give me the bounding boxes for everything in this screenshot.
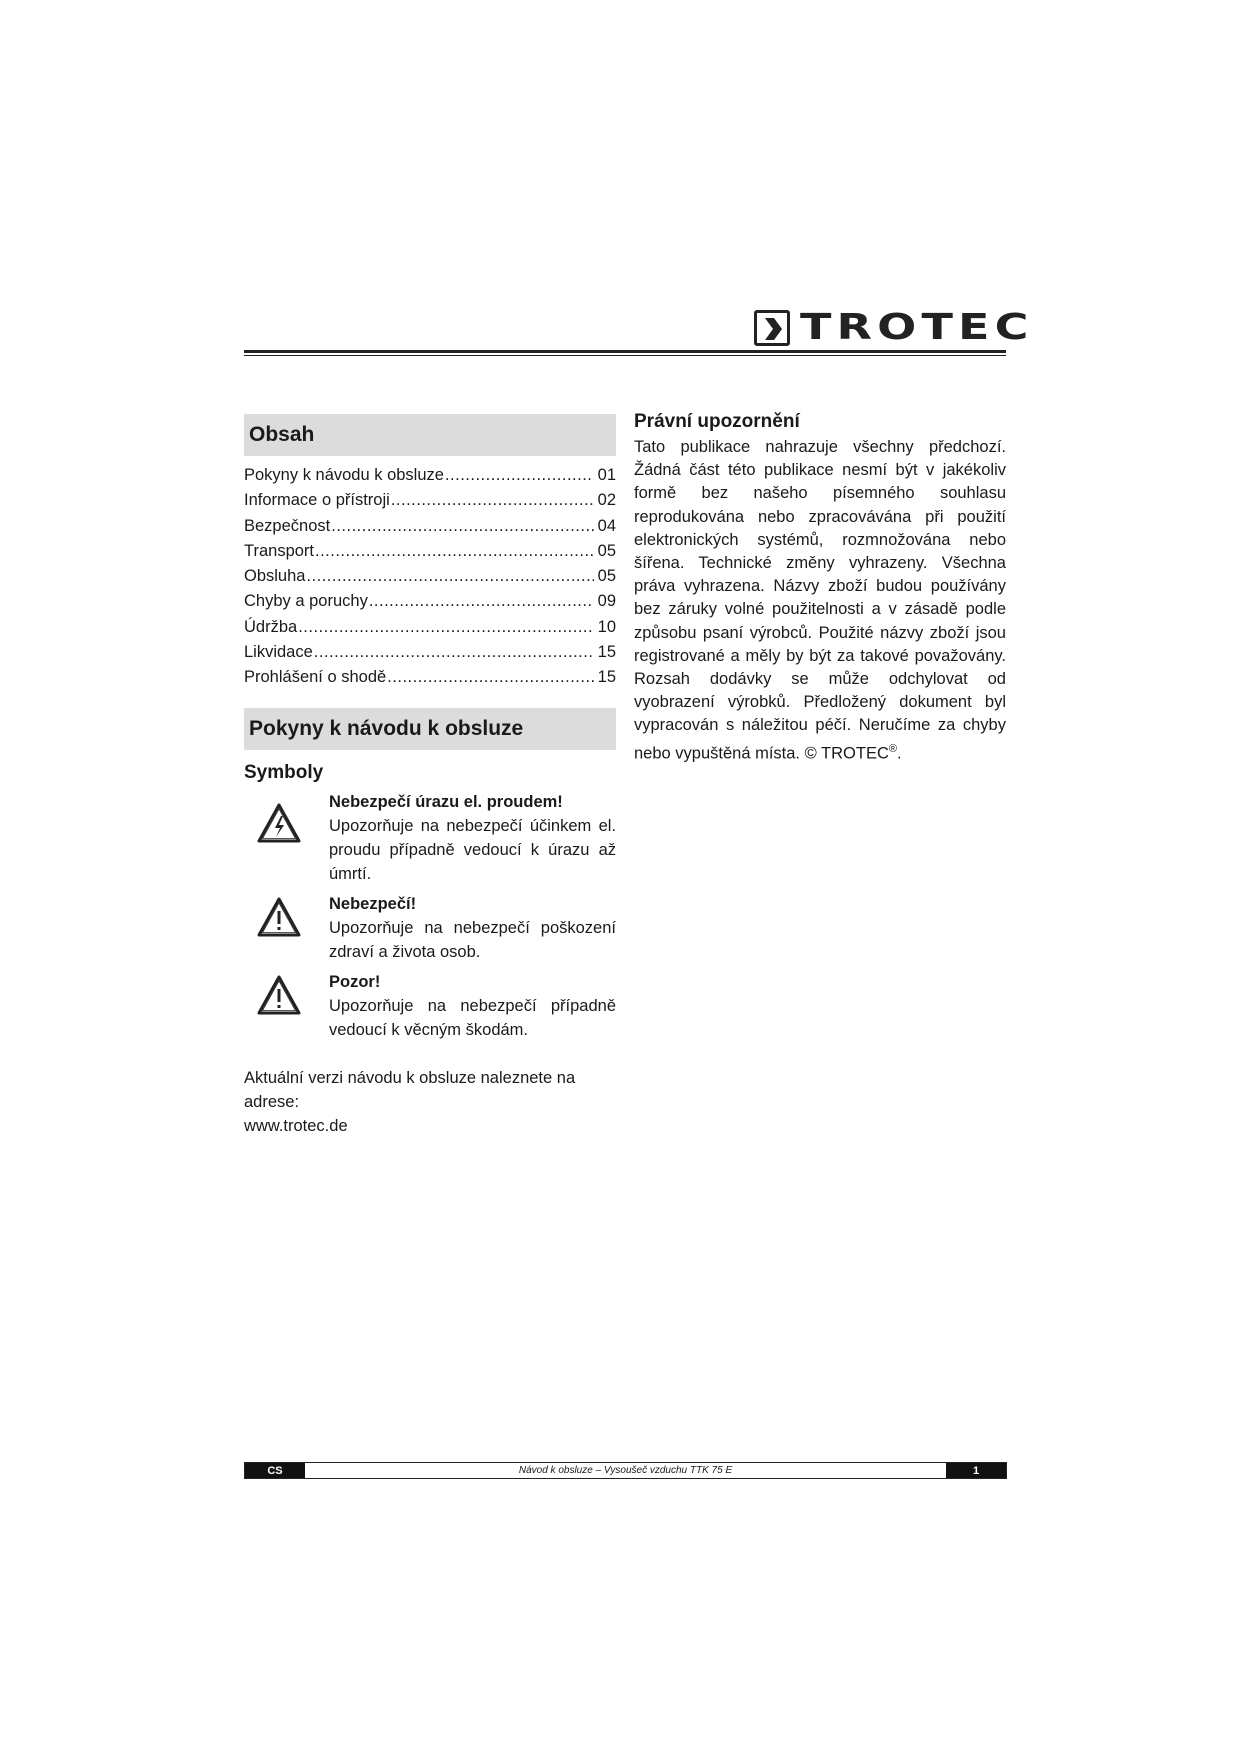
online-version-note xyxy=(244,1066,616,1138)
chevron-right-icon xyxy=(754,310,790,346)
toc-leader xyxy=(331,517,593,536)
toc-page: 01 xyxy=(597,466,616,484)
toc-label: Pokyny k návodu k obsluze xyxy=(244,466,444,484)
symbol-danger xyxy=(244,892,616,964)
toc-page: 02 xyxy=(597,491,616,510)
toc-item[interactable] xyxy=(244,567,616,592)
symbol-caution xyxy=(244,970,616,1042)
toc-leader xyxy=(314,643,594,662)
header-rule-thin xyxy=(244,355,1006,356)
symbol-title: Nebezpečí! xyxy=(329,894,417,913)
symbol-title: Pozor! xyxy=(329,972,381,991)
page-number: 1 xyxy=(946,1463,1006,1478)
symbol-electric xyxy=(244,790,616,886)
contents-heading: Obsah xyxy=(244,414,616,456)
toc-label: Obsluha xyxy=(244,567,306,586)
toc-item[interactable] xyxy=(244,618,616,643)
table-of-contents xyxy=(244,466,616,694)
toc-page: 05 xyxy=(597,541,616,560)
toc-item[interactable] xyxy=(244,542,616,567)
symbol-title: Nebezpečí úrazu el. proudem! xyxy=(329,792,563,811)
toc-page: 10 xyxy=(597,617,616,636)
toc-label: Transport xyxy=(244,541,314,560)
toc-page: 15 xyxy=(597,643,616,662)
brand-name: TROTEC xyxy=(800,307,1034,348)
toc-leader xyxy=(391,491,594,510)
footer-title: Návod k obsluze – Vysoušeč vzduchu TTK 75 E xyxy=(518,1465,733,1476)
toc-item[interactable] xyxy=(244,643,616,668)
electric-hazard-icon xyxy=(256,802,302,844)
legal-end: . xyxy=(897,744,902,763)
toc-leader xyxy=(445,466,594,485)
copyright: © TROTEC xyxy=(804,744,889,763)
toc-label: Chyby a poruchy xyxy=(244,592,368,611)
left-column xyxy=(244,414,616,1138)
legal-text xyxy=(634,436,1006,765)
toc-leader xyxy=(387,668,593,687)
right-column xyxy=(634,410,1006,765)
toc-item[interactable] xyxy=(244,668,616,693)
website-link[interactable]: www.trotec.de xyxy=(244,1116,348,1135)
registered-mark: ® xyxy=(888,742,897,755)
header-rule xyxy=(244,350,1006,353)
toc-leader xyxy=(369,592,594,611)
legal-heading: Právní upozornění xyxy=(634,411,800,432)
toc-label: Informace o přístroji xyxy=(244,491,390,510)
symbol-text: Upozorňuje na nebezpečí případně vedoucí k věcným škodám. xyxy=(329,996,616,1039)
trotec-logo xyxy=(754,307,1034,348)
symbols-heading: Symboly xyxy=(244,761,324,783)
toc-leader xyxy=(298,618,593,637)
legal-body: Tato publikace nahrazuje všechny předchozí. Žádná část této publikace nesmí být v jakékoliv formě bez našeho písemného souhlasu reprodukována nebo zpracovávána při použití elektronických systémů, rozmnožována nebo šířena. Technické změny vyhrazeny. Všechna práva vyhrazena. Názvy zboží budou používány bez záruky volné použitelnosti a v zásadě podle způsobu psaní výrobců. Použité názvy zboží jsou registrované a měly by být za takové považovány. Rozsah dodávky se může odchylovat od vyobrazení výrobků. Předložený dokument byl vypracován s náležitou péčí. Neručíme za chyby nebo vypuštěná místa. xyxy=(634,438,1006,763)
toc-label: Údržba xyxy=(244,617,298,636)
toc-page: 04 xyxy=(597,516,616,535)
toc-label: Bezpečnost xyxy=(244,516,331,535)
note-text: Aktuální verzi návodu k obsluze naleznete na adrese: xyxy=(244,1068,576,1111)
toc-leader xyxy=(315,542,594,561)
toc-page: 09 xyxy=(597,592,616,611)
symbol-text: Upozorňuje na nebezpečí účinkem el. proudu případně vedoucí k úrazu až úmrtí. xyxy=(329,816,616,883)
language-code: CS xyxy=(245,1463,305,1478)
instructions-heading: Pokyny k návodu k obsluze xyxy=(244,708,616,750)
caution-icon xyxy=(256,974,302,1016)
toc-page: 05 xyxy=(597,567,616,586)
toc-page: 15 xyxy=(597,668,616,687)
toc-label: Likvidace xyxy=(244,643,313,662)
toc-item[interactable] xyxy=(244,466,616,491)
toc-item[interactable] xyxy=(244,517,616,542)
toc-item[interactable] xyxy=(244,491,616,516)
page-footer xyxy=(244,1462,1007,1479)
toc-item[interactable] xyxy=(244,592,616,617)
warning-icon xyxy=(256,896,302,938)
toc-leader xyxy=(306,567,593,586)
toc-label: Prohlášení o shodě xyxy=(244,668,387,687)
symbol-text: Upozorňuje na nebezpečí poškození zdraví a života osob. xyxy=(329,918,616,961)
